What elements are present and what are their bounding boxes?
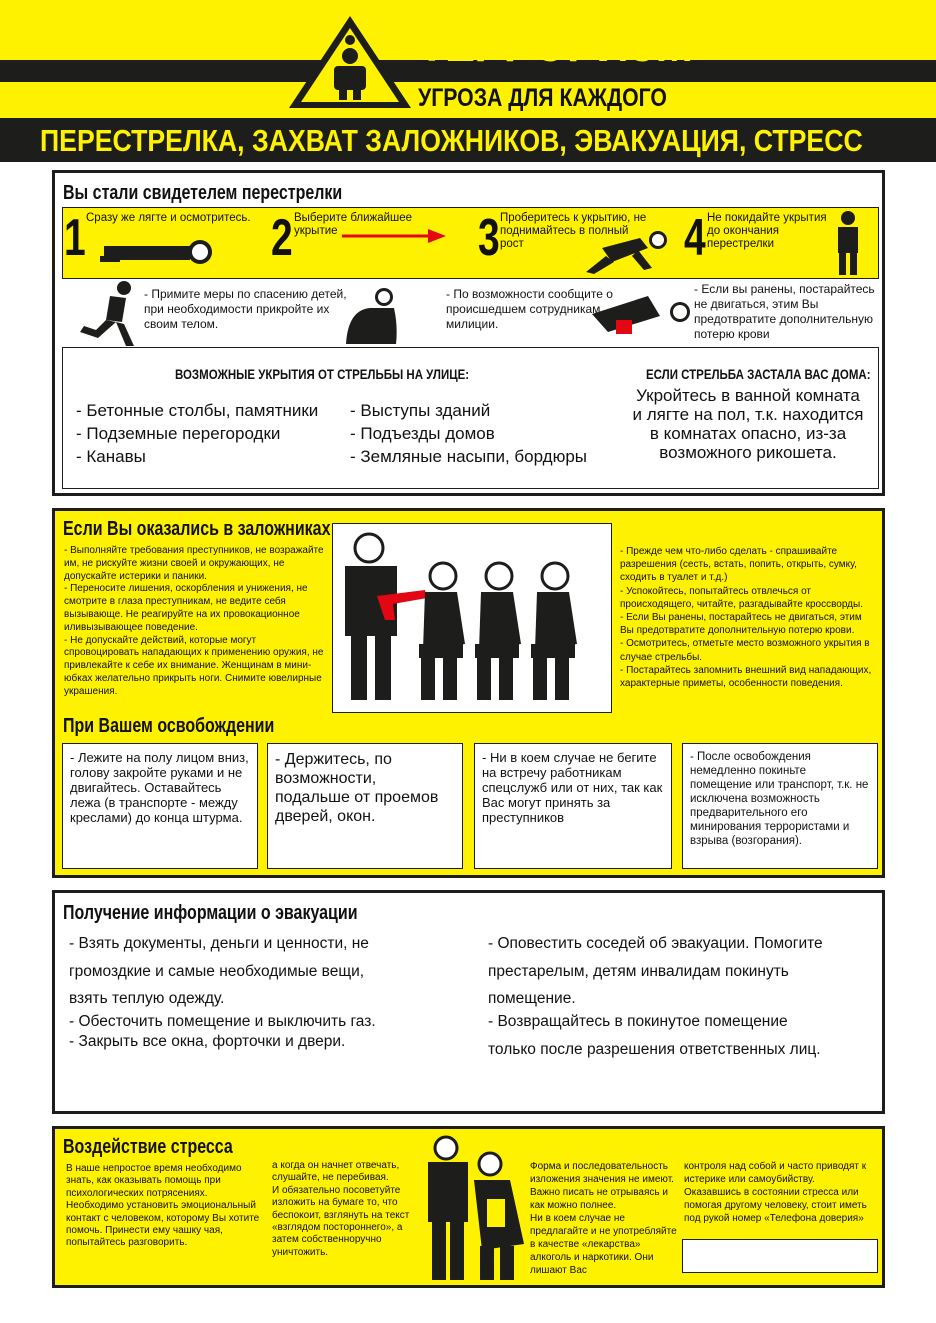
cover-item: - Подземные перегородки xyxy=(76,424,281,443)
crawling-person-icon xyxy=(582,228,674,276)
release-card: - Ни в коем случае не бегите на встречу работникам спецслужб или от них, так как Вас могут принять за преступников xyxy=(474,743,672,869)
evac-line: - Закрыть все окна, форточки и двери. xyxy=(69,1033,346,1050)
release-card: - Держитесь, по возможности, подальше от проемов дверей, окон. xyxy=(267,743,463,869)
stress-col3: Форма и последовательность изложения значения не имеют. Важно писать не отрываясь и как можно полнее. Ни в коем случае не предлагайте и не употребляйте в качестве «лекарства» алкоголь и наркотики. Они лишают Вас xyxy=(530,1161,677,1276)
lying-person-icon xyxy=(100,232,218,272)
release-card: - После освобождения немедленно покиньте помещение или транспорт, т.к. не исключена возможность предварительного его минирования террористами и взрыва (возгорания). xyxy=(682,743,878,869)
step-number: 1 xyxy=(64,209,86,267)
stress-title: Воздействие стресса xyxy=(63,1136,233,1158)
two-people-support-icon xyxy=(420,1134,528,1284)
step-text: Проберитесь к укрытию, не поднимайтесь в полный рост xyxy=(500,212,647,250)
cover-title: ВОЗМОЖНЫЕ УКРЫТИЯ ОТ СТРЕЛЬБЫ НА УЛИЦЕ: xyxy=(175,366,470,382)
evac-line: взять теплую одежду. xyxy=(69,990,225,1007)
evac-line: - Взять документы, деньги и ценности, не xyxy=(69,935,369,952)
step-number: 4 xyxy=(684,209,706,267)
evacuation-title: Получение информации о эвакуации xyxy=(63,902,358,924)
stress-col2: а когда он начнет отвечать, слушайте, не перебивая. И обязательно посоветуйте изложить на бумаге то, что беспокоит, взглянуть на текст «взглядом постороннего», а затем собственноручно уничтожить. xyxy=(272,1160,410,1258)
cover-list-right xyxy=(350,399,587,468)
evac-line: - Возвращайтесь в покинутое помещение xyxy=(488,1013,788,1030)
hostage-title: Если Вы оказались в заложниках xyxy=(63,518,331,540)
evac-line: - Обесточить помещение и выключить газ. xyxy=(69,1013,376,1030)
cover-item: - Бетонные столбы, памятники xyxy=(76,401,319,420)
hostage-scene-icon xyxy=(333,524,611,712)
evacuation-right xyxy=(488,930,873,1068)
evacuation-left xyxy=(69,930,469,1051)
shooting-title: Вы стали свидетелем перестрелки xyxy=(63,182,343,204)
cover-item: - Земляные насыпи, бордюры xyxy=(350,447,588,466)
poster-subtitle: УГРОЗА ДЛЯ КАЖДОГО xyxy=(418,84,667,112)
wounded-person-icon xyxy=(588,290,692,338)
stress-col4: контроля над собой и часто приводят к истерике или самоубийству. Оказавшись в состоянии стресса или помогая другому человеку, стоит иметь под рукой номер «Телефона доверия» xyxy=(684,1161,867,1224)
hostage-advice-left: - Выполняйте требования преступников, не возражайте им, не рискуйте жизни своей и окружающих, не допускайте истерики и паники. - Переносите лишения, оскорбления и унижения, не смотрите в глаза преступникам, не ведите себя вызывающе. Не реагируйте на их провокационное иливызывающее поведение. - Не допускайте действий, которые могут спровоцировать нападающих к применению оружия, не привлекайте к себе их внимание. Женщинам в мини-юбках желательно прикрыть ноги. Снимите ювелирные украшения. xyxy=(64,545,324,697)
hostage-advice-right: - Прежде чем что-либо сделать - спрашивайте разрешения (сесть, встать, попить, открыть, сумку, сходить в туалет и т.д.) - Успокойтесь, попытайтесь отвлечься от происходящего, читайте, разгадывайте кроссворды. - Если Вы ранены, постарайтесь не двигаться, этим Вы предотвратите дополнительную потерю крови. - Осмотритесь, отметьте место возможного укрытия в случае стрельбы. - Постарайтесь запомнить внешний вид нападающих, характерные приметы, особенности поведения. xyxy=(620,546,872,690)
tip-wounded: - Если вы ранены, постарайтесь не двигаться, этим Вы предотвратите дополнительную потерю крови xyxy=(694,282,875,341)
release-card: - Лежите на полу лицом вниз, голову закройте руками и не двигайтесь. Оставайтесь лежа (в транспорте - между креслами) до конца штурма. xyxy=(62,743,258,869)
step-text: Не покидайте укрытия до окончания перестрелки xyxy=(707,212,827,250)
tip-report: - По возможности сообщите о происшедшем сотрудникам милиции. xyxy=(446,287,613,331)
poster-headline: ПЕРЕСТРЕЛКА, ЗАХВАТ ЗАЛОЖНИКОВ, ЭВАКУАЦИЯ, СТРЕСС xyxy=(40,123,863,158)
cover-item: - Подъезды домов xyxy=(350,424,495,443)
evac-line: помещение. xyxy=(488,990,576,1007)
step-number: 2 xyxy=(271,209,293,267)
phone-call-person-icon xyxy=(340,286,400,344)
evac-line: громоздкие и самые необходимые вещи, xyxy=(69,963,365,980)
evac-line: престарелым, детям инвалидам покинуть xyxy=(488,963,789,980)
cover-list-left xyxy=(76,399,318,468)
tip-children: - Примите меры по спасению детей, при необходимости прикройте их своим телом. xyxy=(144,287,347,331)
hostage-illustration xyxy=(332,523,612,713)
cover-item: - Канавы xyxy=(76,447,146,466)
arrow-right-icon xyxy=(342,228,447,244)
poster-title: ТЕРРОРИЗМ xyxy=(418,9,693,74)
step-number: 3 xyxy=(478,209,500,267)
stress-col1: В наше непростое время необходимо знать, как оказывать помощь при психологических потрясениях. Необходимо установить эмоциональный контакт с человеком, которому Вы хотите помочь. Принести ему чашку чая, попытайтесь разговорить. xyxy=(66,1163,260,1249)
running-with-child-icon xyxy=(76,280,140,348)
home-title: ЕСЛИ СТРЕЛЬБА ЗАСТАЛА ВАС ДОМА: xyxy=(646,366,871,382)
warning-triangle-icon xyxy=(287,14,413,110)
hotline-number-field xyxy=(682,1239,878,1273)
step-text: Сразу же лягте и осмотритесь. xyxy=(86,212,251,224)
evac-line: только после разрешения ответственных лиц. xyxy=(488,1041,821,1058)
release-title: При Вашем освобождении xyxy=(63,715,275,737)
standing-person-icon xyxy=(834,210,862,276)
home-text: Укройтесь в ванной комната и лягте на пол, т.к. находится в комнатах опасно, из-за возможного рикошета. xyxy=(632,386,864,462)
cover-item: - Выступы зданий xyxy=(350,401,491,420)
evac-line: - Оповестить соседей об эвакуации. Помогите xyxy=(488,935,823,952)
step-text: Выберите ближайшее укрытие xyxy=(294,212,413,237)
